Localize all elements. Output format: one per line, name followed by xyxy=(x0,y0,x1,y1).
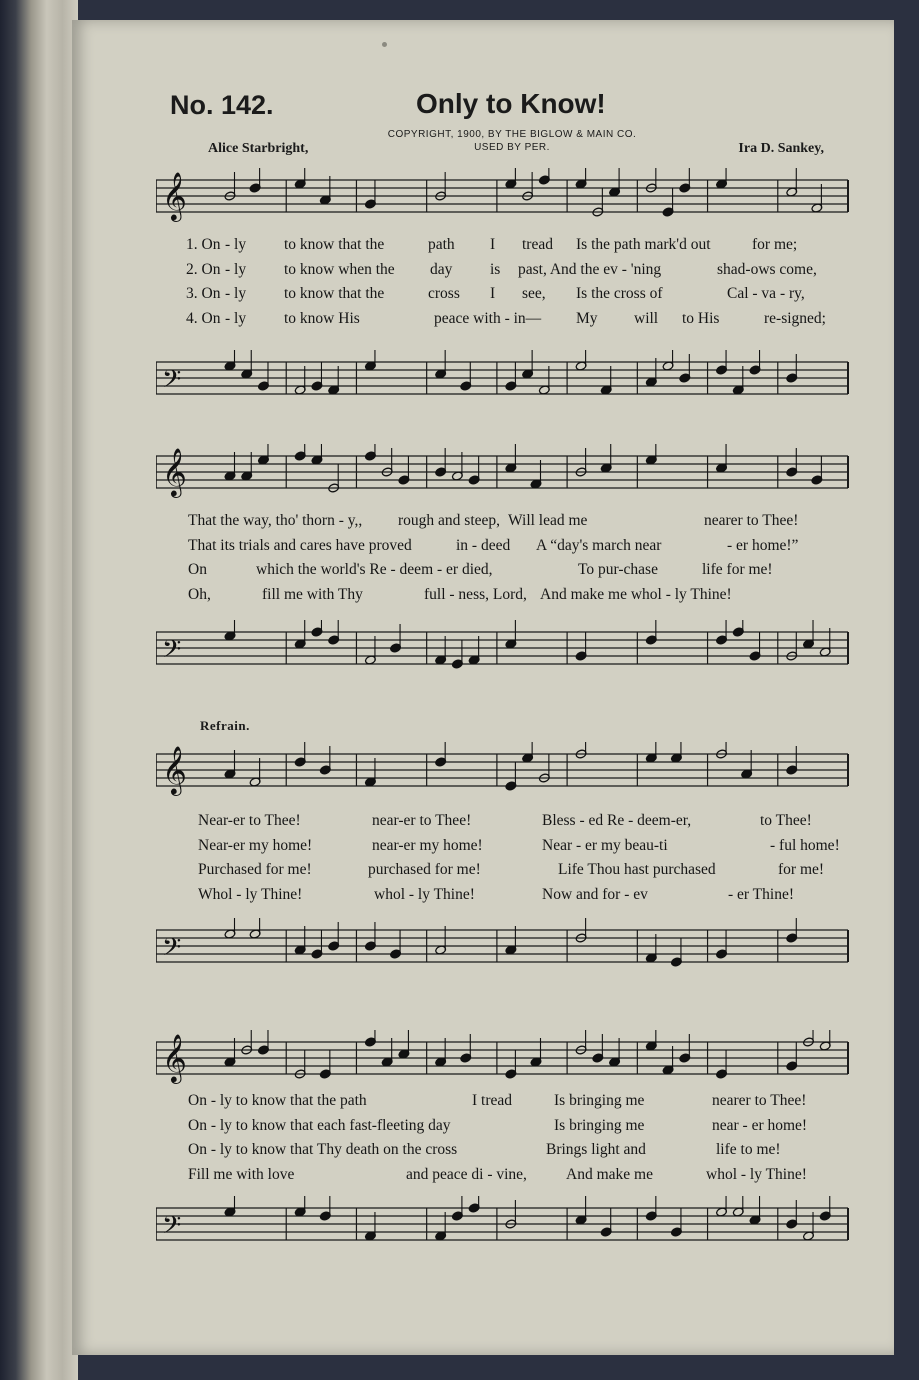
lyric-word: 1. On xyxy=(186,236,221,253)
lyric-word: I xyxy=(490,236,496,253)
lyric-word: re-signed; xyxy=(764,309,826,327)
lyric-word: purchased for me! xyxy=(368,861,481,878)
treble-staff-system-1 xyxy=(156,168,852,228)
lyric-word: On - ly to know that each fast-fleeting day xyxy=(188,1116,451,1134)
bass-clef-icon: 𝄢 xyxy=(162,933,182,968)
lyric-word: Purchased for me! xyxy=(198,861,312,878)
lyric-word: Is bringing me xyxy=(554,1092,645,1109)
lyric-word: full - ness, Lord, xyxy=(424,585,527,603)
hymnal-page xyxy=(72,20,894,1355)
bass-staff-system-1 xyxy=(156,350,852,410)
verse-line xyxy=(172,261,852,286)
refrain-label: Refrain. xyxy=(200,718,250,733)
lyric-word: - ful home! xyxy=(770,836,840,854)
lyric-word: fill me with Thy xyxy=(262,585,363,603)
copyright-line-1: COPYRIGHT, 1900, BY THE BIGLOW & MAIN CO. xyxy=(387,129,637,140)
verse-line xyxy=(172,861,852,886)
lyric-word: That its trials and cares have proved xyxy=(188,536,412,554)
lyrics-system-2 xyxy=(172,512,852,610)
lyric-word: whol - ly Thine! xyxy=(374,885,475,903)
lyric-word: I xyxy=(490,285,496,302)
lyric-word: On xyxy=(188,561,207,578)
lyric-word: path xyxy=(428,236,455,253)
bass-clef-icon: 𝄢 xyxy=(162,365,182,400)
lyric-word: Will lead me xyxy=(508,512,588,529)
lyric-word: - ly xyxy=(225,309,247,327)
verse-line xyxy=(172,1141,852,1166)
lyric-word: nearer to Thee! xyxy=(704,512,799,529)
lyric-word: On - ly to know that the path xyxy=(188,1092,367,1109)
lyric-word: will xyxy=(634,309,659,327)
lyric-word: Near-er my home! xyxy=(198,836,313,854)
lyrics-system-1 xyxy=(172,236,852,334)
bass-staff-system-4 xyxy=(156,1196,852,1256)
lyric-word: And make me whol - ly Thine! xyxy=(540,585,732,603)
bass-clef-icon: 𝄢 xyxy=(162,1211,182,1246)
verse-line xyxy=(172,1166,852,1191)
lyric-word: Is the cross of xyxy=(576,285,663,302)
book-page-edge xyxy=(0,0,78,1380)
verse-line xyxy=(172,537,852,562)
verse-line xyxy=(172,886,852,911)
verse-line xyxy=(172,812,852,837)
lyric-word: My xyxy=(576,309,598,327)
lyric-word: - er Thine! xyxy=(728,885,794,903)
lyric-word: To pur-chase xyxy=(578,561,658,578)
lyric-word: Whol - ly Thine! xyxy=(198,885,303,903)
verse-line xyxy=(172,1092,852,1117)
lyric-word: Life Thou hast purchased xyxy=(558,861,716,878)
lyric-word: see, xyxy=(522,285,546,302)
lyric-word: Is bringing me xyxy=(554,1116,645,1134)
lyric-word: Fill me with love xyxy=(188,1165,295,1183)
lyric-word: to know when the xyxy=(284,260,395,278)
copyright-line-2: USED BY PER. xyxy=(474,142,550,153)
lyric-word: 4. On xyxy=(186,309,221,327)
lyrics-system-3 xyxy=(172,812,852,910)
lyric-word: - ly xyxy=(225,260,247,278)
verse-line xyxy=(172,236,852,261)
treble-staff-system-4 xyxy=(156,1030,852,1090)
lyric-word: to know His xyxy=(284,309,360,327)
lyric-word: A “day's march near xyxy=(536,536,662,554)
treble-clef-icon: 𝄞 xyxy=(162,171,187,220)
lyric-word: tread xyxy=(522,236,553,253)
verse-line xyxy=(172,310,852,335)
lyric-word: to Thee! xyxy=(760,812,812,829)
lyric-word: near - er home! xyxy=(712,1116,808,1134)
lyric-word: Near-er to Thee! xyxy=(198,812,301,829)
lyric-word: That the way, tho' thorn - y,, xyxy=(188,512,363,529)
treble-staff-system-2 xyxy=(156,444,852,504)
bass-clef-icon: 𝄢 xyxy=(162,635,182,670)
lyric-word: to know that the xyxy=(284,285,385,302)
treble-clef-icon: 𝄞 xyxy=(162,745,187,794)
treble-clef-icon: 𝄞 xyxy=(162,1033,187,1082)
lyric-word: near-er to Thee! xyxy=(372,812,472,829)
lyric-word: to know that the xyxy=(284,236,385,253)
bass-staff-system-3 xyxy=(156,918,852,978)
lyric-word: life for me! xyxy=(702,561,773,578)
lyric-word: 3. On xyxy=(186,285,221,302)
lyric-word: I tread xyxy=(472,1092,513,1109)
lyric-word: Is the path mark'd out xyxy=(576,236,711,253)
lyric-word: for me! xyxy=(778,861,825,878)
lyric-word: and peace di - vine, xyxy=(406,1165,527,1183)
lyric-word: near-er my home! xyxy=(372,836,483,854)
lyric-word: On - ly to know that Thy death on the cross xyxy=(188,1141,458,1158)
lyric-word: life to me! xyxy=(716,1141,781,1158)
lyric-word: whol - ly Thine! xyxy=(706,1165,807,1183)
lyric-word: 2. On xyxy=(186,260,221,278)
hymn-title: Only to Know! xyxy=(416,88,606,119)
lyric-word: Near - er my beau-ti xyxy=(542,836,668,854)
lyric-word: - ly xyxy=(225,285,247,302)
lyric-word: day xyxy=(430,260,453,278)
treble-clef-icon: 𝄞 xyxy=(162,447,187,496)
verse-line xyxy=(172,837,852,862)
hymn-header xyxy=(72,20,894,170)
treble-staff-system-3 xyxy=(156,742,852,802)
lyricist-credit: Alice Starbright, xyxy=(208,141,309,156)
lyric-word: - er home!” xyxy=(727,536,799,554)
lyric-word: Now and for - ev xyxy=(542,885,648,903)
lyrics-system-4 xyxy=(172,1092,852,1190)
lyric-word: Bless - ed Re - deem-er, xyxy=(542,812,692,829)
lyric-word: which the world's Re - deem - er died, xyxy=(256,561,493,578)
lyric-word: Oh, xyxy=(188,585,211,603)
lyric-word: to His xyxy=(682,309,720,327)
verse-line xyxy=(172,561,852,586)
hymn-number: No. 142. xyxy=(170,90,274,120)
lyric-word: - ly xyxy=(225,236,247,253)
copyright-notice xyxy=(362,128,662,154)
lyric-word: for me; xyxy=(752,236,798,253)
verse-line xyxy=(172,512,852,537)
lyric-word: Brings light and xyxy=(546,1141,646,1158)
lyric-word: is xyxy=(490,260,501,278)
page-speck xyxy=(382,42,387,47)
lyric-word: in - deed xyxy=(456,536,511,554)
lyric-word: nearer to Thee! xyxy=(712,1092,807,1109)
lyric-word: shad-ows come, xyxy=(717,260,817,278)
lyric-word: Cal - va - ry, xyxy=(727,285,805,302)
lyric-word: peace with - in— xyxy=(434,309,542,327)
composer-credit: Ira D. Sankey, xyxy=(738,141,824,156)
lyric-word: cross xyxy=(428,285,460,302)
lyric-word: And make me xyxy=(566,1165,653,1183)
verse-line xyxy=(172,586,852,611)
lyric-word: rough and steep, xyxy=(398,512,501,529)
verse-line xyxy=(172,1117,852,1142)
bass-staff-system-2 xyxy=(156,620,852,680)
verse-line xyxy=(172,285,852,310)
lyric-word: past, And the ev - 'ning xyxy=(518,260,662,278)
